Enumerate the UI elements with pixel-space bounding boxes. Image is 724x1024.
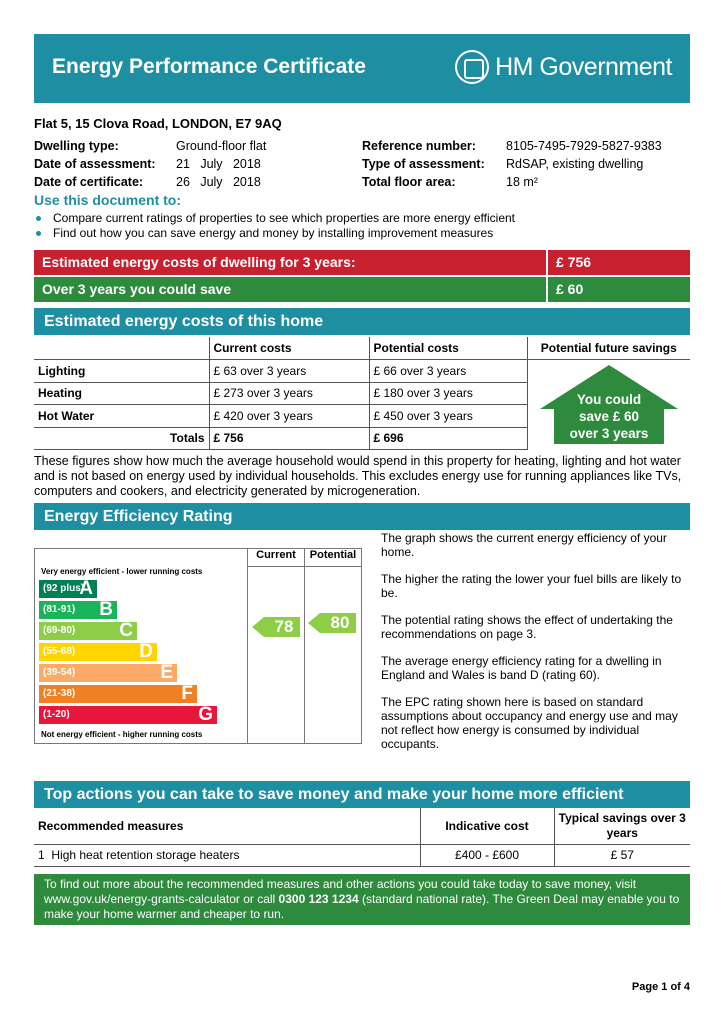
hm-government-logo [455,50,672,84]
row-potential: £ 450 over 3 years [369,405,527,428]
savings-text [540,391,678,442]
detail-label: Date of certificate: [34,175,144,189]
list-item [36,226,515,241]
band-range: (21-38) [43,688,76,699]
band-letter: C [119,620,133,641]
measure-number: 1 [38,848,45,862]
totals-current: £ 756 [209,427,369,450]
detail-value: Ground-floor flat [176,139,267,153]
phone-number: 0300 123 1234 [278,892,359,906]
band-range: (92 plus) [43,583,85,594]
detail-value: 8105-7495-7929-5827-9383 [506,139,662,153]
details-right [362,137,662,191]
savings-arrow-box [540,365,678,444]
rating-band-g [39,706,217,724]
col-header-cost: Indicative cost [420,808,554,844]
royal-crest-icon [455,50,489,84]
band-letter: D [139,641,153,662]
totals-label: Totals [34,427,209,450]
band-range: (81-91) [43,604,76,615]
measure-cost: £400 - £600 [420,844,554,866]
current-rating: 78 [274,617,294,636]
detail-value: 26 July 2018 [176,175,261,189]
divider-line [304,549,305,743]
figures-note: These figures show how much the average household would spend in this property for heating, lighting and hot water and is not based on energy used by individual households. This excludes energy use for running appliances like TVs, computers and cookers, and electricity generated by microgeneration. [34,454,682,498]
band-letter: E [160,662,173,683]
save-value: £ 60 [546,277,690,302]
row-current: £ 273 over 3 years [209,382,369,405]
band-range: (39-54) [43,667,76,678]
info-line: To find out more about the recommended measures and other actions you could take today to save money, visit [44,877,637,891]
rating-band-a [39,580,97,598]
list-item-text: Compare current ratings of properties to see which properties are more energy efficient [53,211,516,225]
row-potential: £ 180 over 3 years [369,382,527,405]
detail-value: 18 m² [506,175,538,189]
row-current: £ 63 over 3 years [209,360,369,383]
table-row [34,844,690,866]
info-link-text[interactable]: www.gov.uk/energy-grants-calculator or call [44,892,279,906]
row-name: Lighting [34,360,209,383]
page-number: Page 1 of 4 [631,981,690,993]
band-letter: F [181,683,193,704]
logo-text: HM Government [495,52,672,81]
potential-rating-arrow [308,613,356,638]
rating-band-e [39,664,177,682]
band-range: (55-68) [43,646,76,657]
measure-cell [34,844,420,866]
detail-value: 21 July 2018 [176,157,261,171]
savings-line: over 3 years [569,426,649,441]
use-document-heading: Use this document to: [34,192,182,208]
rating-explanation [381,531,690,764]
detail-label: Date of assessment: [34,157,156,171]
save-bar [34,277,690,302]
certificate-header [34,34,690,103]
list-item-text: Find out how you can save energy and money by installing improvement measures [53,226,494,240]
actions-section-title: Top actions you can take to save money and make your home more efficient [34,781,690,808]
savings-line: save £ 60 [578,409,640,424]
save-label: Over 3 years you could save [42,281,232,297]
explanation-paragraph: The EPC rating shown here is based on standard assumptions about occupancy and energy use and may not reflect how energy is consumed by individual occupants. [381,695,678,751]
rating-band-d [39,643,157,661]
page-title: Energy Performance Certificate [52,55,366,78]
savings-line: You could [576,392,642,407]
col-header-measures: Recommended measures [34,808,420,844]
row-current: £ 420 over 3 years [209,405,369,428]
measure-savings: £ 57 [554,844,690,866]
explanation-paragraph: The potential rating shows the effect of undertaking the recommendations on page 3. [381,613,673,641]
band-range: (1-20) [43,709,70,720]
measure-name: High heat retention storage heaters [51,848,240,862]
costs-section-title: Estimated energy costs of this home [34,308,690,335]
bottom-label: Not energy efficient - higher running costs [41,730,203,739]
band-letter: A [79,578,93,599]
detail-label: Type of assessment: [362,157,485,171]
band-letter: G [198,704,213,725]
details-left [34,137,266,191]
detail-label: Reference number: [362,139,476,153]
explanation-paragraph: The graph shows the current energy efficiency of your home. [381,531,667,559]
rating-section-title: Energy Efficiency Rating [34,503,690,530]
efficiency-rating-chart [34,548,362,744]
detail-value: RdSAP, existing dwelling [506,157,644,171]
row-name: Hot Water [34,405,209,428]
bullet-icon [36,231,41,236]
detail-label: Total floor area: [362,175,456,189]
estimated-cost-bar [34,250,690,275]
col-header-current: Current costs [209,337,369,360]
more-info-box [34,874,690,925]
row-potential: £ 66 over 3 years [369,360,527,383]
top-label: Very energy efficient - lower running costs [41,567,203,576]
col-current: Current [256,549,296,561]
info-text: (standard national rate). The Green Deal may enable you to [358,892,680,906]
info-line [44,892,680,907]
rating-band-c [39,622,137,640]
explanation-paragraph: The average energy efficiency rating for a dwelling in England and Wales is band D (rating 60). [381,654,662,682]
detail-label: Dwelling type: [34,139,119,153]
estimated-cost-value: £ 756 [546,250,690,275]
divider-line [247,566,361,567]
explanation-paragraph: The higher the rating the lower your fuel bills are likely to be. [381,572,682,600]
info-line: make your home warmer and cheaper to run. [44,907,285,921]
row-name: Heating [34,382,209,405]
potential-rating: 80 [330,613,350,632]
bullet-icon [36,216,41,221]
rating-band-f [39,685,197,703]
property-address: Flat 5, 15 Clova Road, LONDON, E7 9AQ [34,116,282,131]
rating-band-b [39,601,117,619]
measures-table [34,808,690,867]
totals-potential: £ 696 [369,427,527,450]
estimated-cost-label: Estimated energy costs of dwelling for 3 years: [42,254,356,270]
col-potential: Potential [309,549,357,561]
col-header-savings: Potential future savings [527,337,690,360]
current-rating-arrow [252,617,300,642]
band-letter: B [99,599,113,620]
col-header-potential: Potential costs [369,337,527,360]
divider-line [247,549,248,743]
col-header-savings: Typical savings over 3 years [554,808,690,844]
band-range: (69-80) [43,625,76,636]
use-document-list [36,211,515,241]
list-item [36,211,515,226]
